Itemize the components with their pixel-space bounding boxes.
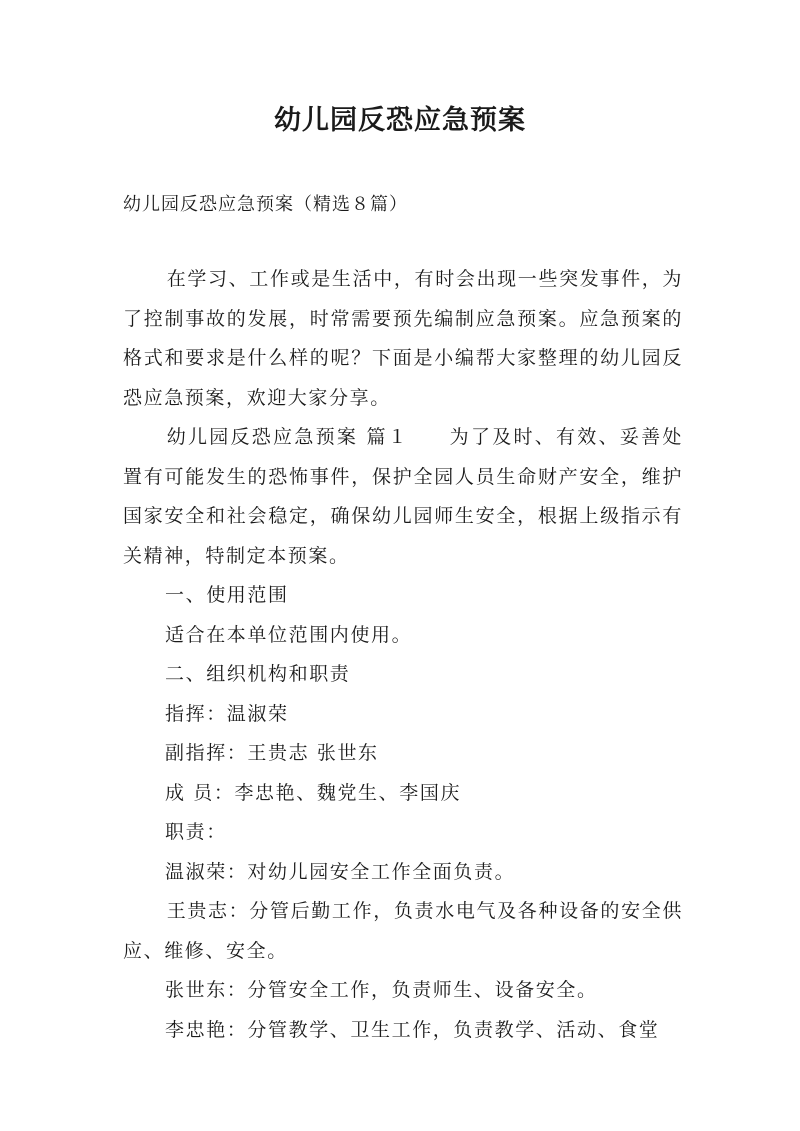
scope-text: 适合在本单位范围内使用。 <box>165 623 413 646</box>
scope-heading: 一、使用范围 <box>165 584 289 606</box>
section1-paragraph <box>123 418 683 576</box>
document-body <box>123 260 683 1050</box>
members-line: 成 员：李忠艳、魏党生、李国庆 <box>165 781 462 804</box>
commander-line: 指挥：温淑荣 <box>165 702 289 725</box>
duties-heading: 职责： <box>165 821 227 843</box>
duty-li: 李忠艳：分管教学、卫生工作，负责教学、活动、食堂 <box>165 1018 660 1041</box>
section1-heading: 幼儿园反恐应急预案 篇１ <box>166 426 409 448</box>
organization-heading: 二、组织机构和职责 <box>165 663 351 685</box>
duty-wen: 温淑荣：对幼儿园安全工作全面负责。 <box>165 860 516 883</box>
document-subtitle: 幼儿园反恐应急预案（精选８篇） <box>123 194 408 215</box>
duty-zhang: 张世东：分管安全工作，负责师生、设备安全。 <box>165 979 598 1001</box>
intro-paragraph: 在学习、工作或是生活中，有时会出现一些突发事件，为了控制事故的发展，时常需要预先编制应急预案。应急预案的格式和要求是什么样的呢？下面是小编帮大家整理的幼儿园反恐应急预案，欢迎大家分享。 <box>123 268 683 409</box>
document-title: 幼儿园反恐应急预案 <box>274 105 526 136</box>
section1-text: 为了及时、有效、妥善处置有可能发生的恐怖事件，保护全园人员生命财产安全，维护国家安全和社会稳定，确保幼儿园师生安全，根据上级指示有关精神，特制定本预案。 <box>123 426 683 567</box>
duty-wang: 王贵志：分管后勤工作，负责水电气及各种设备的安全供应、维修、安全。 <box>123 900 683 962</box>
deputy-commander-line: 副指挥：王贵志 张世东 <box>165 742 379 764</box>
